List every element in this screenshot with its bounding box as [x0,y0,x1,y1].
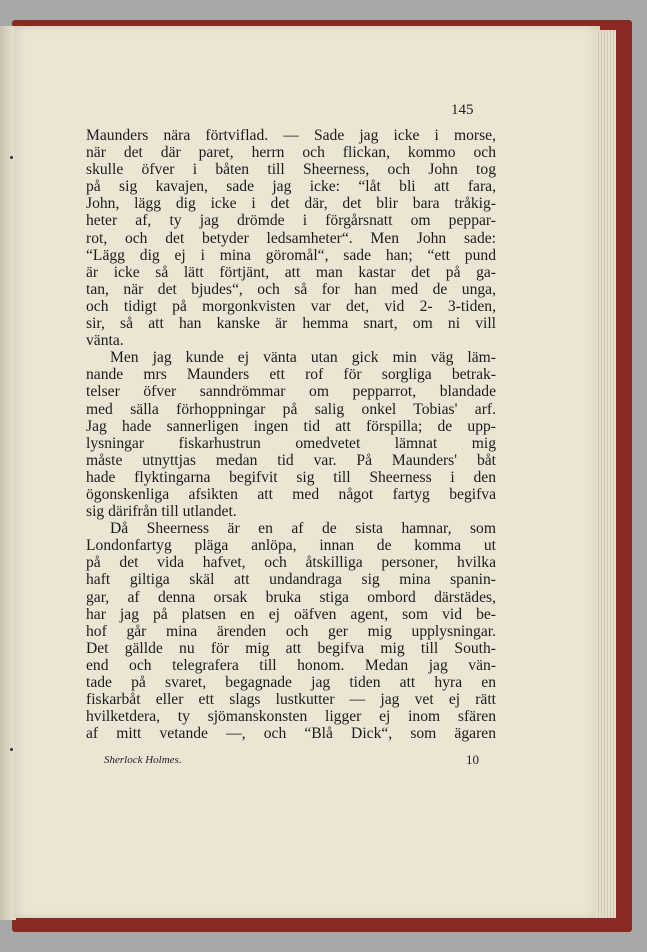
text-line: när det där paret, herrn och flickan, kommo och [86,144,496,162]
text-line: Det gällde nu för mig att begifva mig till South- [86,639,496,657]
text-line: vänta. [86,332,124,350]
text-line: John, lägg dig icke i det där, det blir bara tråkig- [86,195,496,213]
text-line: sir, så att han kanske är hemma snart, om ni vill [86,315,496,333]
text-line: ögonskenliga afsikten att med något fartyg begifva [86,485,496,503]
text-line: lysningar fiskarhustrun omedvetet lämnat mig [86,434,496,452]
text-line: skulle öfver i båten till Sheerness, och John tog [86,161,496,179]
text-line: sig därifrån till utlandet. [86,503,237,521]
text-line: har jag på platsen en ej oäfven agent, som vid be- [86,605,496,623]
text-line: tade på svaret, begagnade jag tiden att hyra en [86,674,496,691]
text-line: telser öfver sanndrömmar om pepparrot, blandade [86,383,496,401]
text-line: Londonfartyg pläga anlöpa, innan de komma ut [86,537,496,555]
text-line: är icke så lätt förtjänt, att man kastar det på ga- [86,263,496,281]
page-number: 145 [451,102,474,118]
text-line: nande mrs Maunders ett rof för sorgliga betrak- [86,366,496,384]
text-line: Maunders nära förtviflad. — Sade jag icke i morse, [86,127,496,144]
text-line: af mitt vetande —, och “Blå Dick“, som ägaren [86,725,496,743]
text-line: på det vida hafvet, och åtskilliga personer, hvilka [86,554,496,572]
text-line: hvilketdera, ty sjömanskonsten ligger ej inom sfären [86,708,496,726]
text-line: end och telegrafera till honom. Medan jag vän- [86,656,496,674]
text-line: rot, och det betyder ledsamheter“. Men John sade: [86,229,496,247]
footer-sheet-number: 10 [466,752,479,767]
page-stack-edge [596,30,616,918]
text-line: fiskarbåt eller ett slags lustkutter — jag vet ej rätt [86,691,496,709]
text-line: heter af, ty jag drömde i förgårsnatt om peppar- [86,212,496,230]
text-line: “Lägg dig ej i mina göromål“, sade han; “ett pund [86,246,496,264]
text-line: Då Sheerness är en af de sista hamnar, som [110,520,496,538]
body-text [86,127,496,742]
text-line: Men jag kunde ej vänta utan gick min väg läm- [110,349,496,367]
footer-signature: Sherlock Holmes. [104,754,182,766]
text-line: hof går mina ärenden och ger mig upplysningar. [86,622,496,640]
text-line: med sälla förhoppningar på salig onkel Tobias' arf. [86,400,496,418]
margin-mark [10,748,13,751]
text-line: tan, när det bjudes“, och så for han med de unga, [86,280,496,298]
text-line: på sig kavajen, sade jag icke: “låt bli att fara, [86,178,496,196]
text-line: haft giltiga skäl att undandraga sig mina spanin- [86,571,496,589]
text-line: Jag hade sannerligen ingen tid att förspilla; de upp- [86,417,496,435]
text-line: hade flyktingarna begifvit sig till Sheerness i den [86,468,496,486]
text-line: gar, af denna orsak bruka stiga ombord därstädes, [86,588,496,606]
text-line: och tidigt på morgonkvisten var det, vid 2- 3-tiden, [86,297,496,315]
margin-mark [10,156,13,159]
text-line: måste utnyttjas medan tid var. På Maunders' båt [86,451,496,469]
